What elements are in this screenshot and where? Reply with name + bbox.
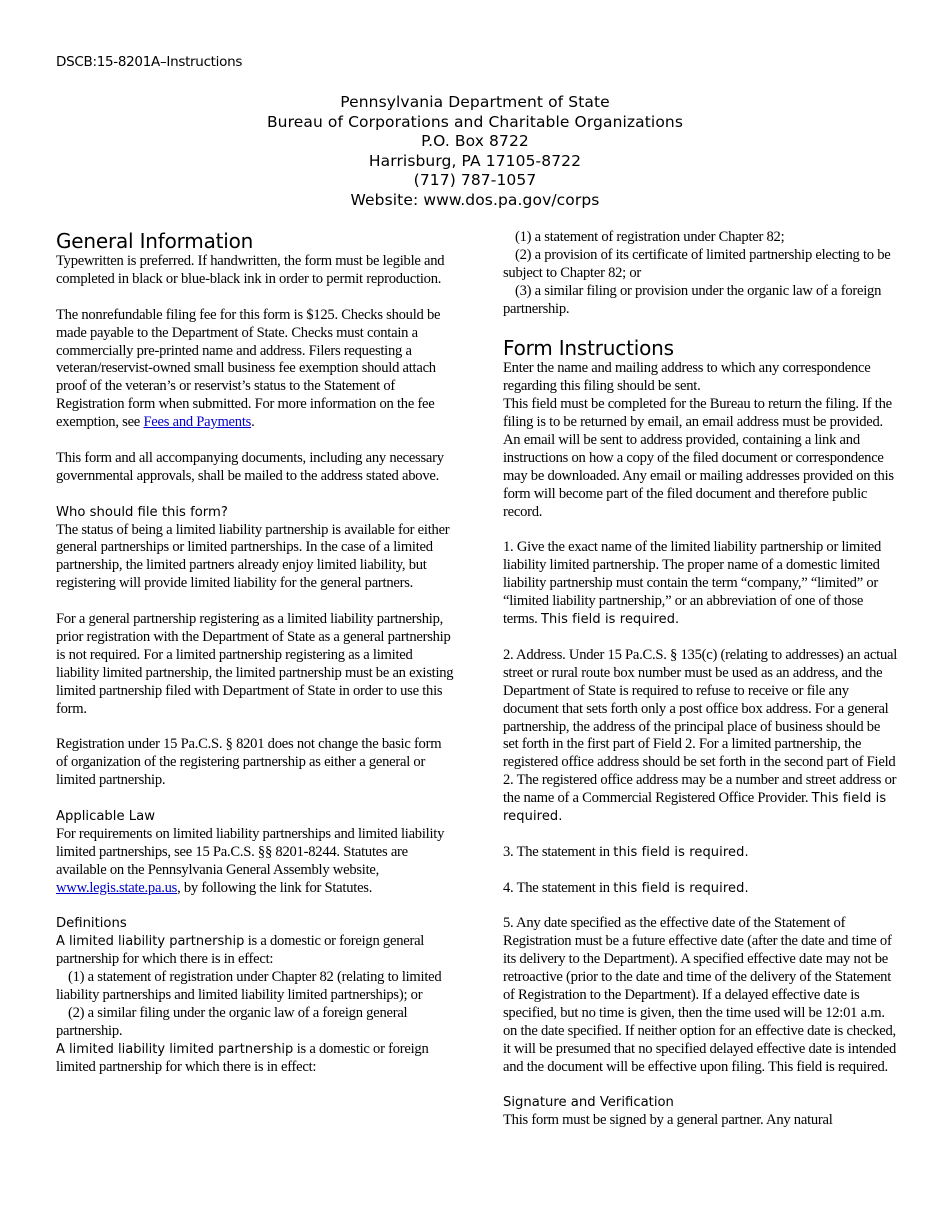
item1-text: 1. Give the exact name of the limited liability partnership or limited liability limited partnership. The proper name of a domestic limited liability partnership must contain the term “company,” “limited” or “limited liability partnership,” or an abbreviation of one of those terms.: [503, 539, 882, 628]
signature-heading: Signature and Verification: [503, 1095, 674, 1111]
legis-website-link[interactable]: www.legis.state.pa.us: [56, 879, 178, 896]
lllp-definition: [56, 1041, 456, 1077]
general-p2: [56, 307, 456, 432]
llp-item-1: (1) a statement of registration under Chapter 82 (relating to limited liability partnerships and limited liability limited partnerships); or: [56, 969, 442, 1004]
llp-definition-text: is a domestic or foreign general partnership for which there is in effect:: [56, 933, 425, 968]
instructions-p2: This field must be completed for the Bureau to return the filing. If the filing is to be returned by email, an email address must be provided. An email will be sent to address provided, containing a link and instructions on how a copy of the filed document or correspondence may be downloaded. Any email or mailing addresses provided on this form will become part of the filed document and therefore public record.: [503, 396, 894, 520]
who-p2: For a general partnership registering as a limited liability partnership, prior registration with the Department of State as a general partnership is not required. For a limited partnership registering as a limited liability limited partnership, the limited partnership must be an existing limited partnership filed with Department of State in order to use this form.: [56, 611, 454, 717]
lllp-definition-text: is a domestic or foreign limited partnership for which there is in effect:: [56, 1040, 429, 1075]
header-phone: (717) 787-1057: [413, 171, 537, 190]
item3-required: this field is required.: [613, 844, 749, 860]
law-text-end: , by following the link for Statutes.: [177, 879, 373, 896]
header-po-box: P.O. Box 8722: [421, 132, 529, 151]
header-city: Harrisburg, PA 17105-8722: [368, 151, 582, 170]
header-website: Website: www.dos.pa.gov/corps: [350, 190, 600, 209]
definitions-heading: Definitions: [56, 916, 127, 932]
item2-required: This field is required.: [503, 791, 887, 825]
applicable-law-text: [56, 826, 456, 898]
who-p1: The status of being a limited liability partnership is available for either general partnerships or limited partnerships. In the case of a limited partnership, the limited partners already enjoy limited liability, but registering will provide limited liability for the general partners.: [56, 521, 450, 592]
lllp-item-2: (2) a provision of its certificate of limited partnership electing to be subject to Chapter 82; or: [503, 246, 891, 281]
header-bureau: Bureau of Corporations and Charitable Organizations: [266, 112, 684, 131]
llp-term: A limited liability partnership: [56, 934, 245, 950]
general-p1: Typewritten is preferred. If handwritten, the form must be legible and completed in black or blue-black ink in order to permit reproduction.: [56, 253, 445, 287]
instructions-p1: Enter the name and mailing address to which any correspondence regarding this filing should be sent.: [503, 360, 871, 395]
who-p3: Registration under 15 Pa.C.S. § 8201 does not change the basic form of organization of the registering partnership as either a general or limited partnership.: [56, 736, 442, 789]
lllp-term: A limited liability limited partnership: [56, 1041, 294, 1057]
signature-text: This form must be signed by a general partner. Any natural: [503, 1112, 833, 1129]
llp-definition: [56, 933, 456, 969]
applicable-law-heading: Applicable Law: [56, 809, 155, 824]
item3-text: 3. The statement in: [503, 843, 614, 860]
who-should-file-heading: Who should file this form?: [56, 504, 228, 520]
fees-and-payments-link[interactable]: Fees and Payments: [143, 414, 252, 431]
lllp-item-1: (1) a statement of registration under Chapter 82;: [515, 229, 785, 245]
general-p3: This form and all accompanying documents, including any necessary governmental approvals, shall be mailed to the address stated above.: [56, 449, 444, 484]
header-department: Pennsylvania Department of State: [340, 93, 610, 111]
item4-required: this field is required.: [613, 880, 749, 896]
lllp-item-3: (3) a similar filing or provision under the organic law of a foreign partnership.: [503, 282, 882, 317]
fee-text-end: .: [251, 414, 255, 431]
instruction-item-4: [503, 880, 898, 898]
item4-text: 4. The statement in: [503, 879, 614, 896]
item1-required: This field is required.: [540, 612, 680, 628]
item2-text: 2. Address. Under 15 Pa.C.S. § 135(c) (relating to addresses) an actual street or rural route box number must be used as an address, and the Department of State is required to refuse to receive or file any document that sets forth only a post office box address. For a general partnership, the address of the principal place of business should be set forth in the first part of Field 2. For a limited partnership, the registered office address should be set forth in the second part of Field 2. The registered office address may be a number and street address or the name of a Commercial Registered Office Provider.: [503, 646, 898, 807]
agency-header: [0, 93, 950, 211]
fee-text: The nonrefundable filing fee for this form is $125. Checks should be made payable to the Department of State. Checks must contain a commercially pre-printed name and address. Filers requesting a veteran/reservist-owned small business fee exemption should attach proof of the veteran’s or reservist’s status to the Statement of Registration form when submitted. For more information on the fee exemption, see: [56, 306, 441, 431]
instruction-item-2: [503, 647, 898, 826]
law-text: For requirements on limited liability partnerships and limited liability limited partnerships, see 15 Pa.C.S. §§ 8201-8244. Statutes are available on the Pennsylvania General Assembly website,: [56, 825, 445, 878]
left-column: [56, 229, 456, 1077]
general-information-heading: General Information: [56, 229, 254, 253]
instruction-item-5: 5. Any date specified as the effective date of the Statement of Registration must be a future effective date (after the date and time of its delivery to the Department). A specified effective date may not be retroactive (prior to the date and time of the delivery of the Statement of Registration to the Department). If a delayed effective date is specified, but no time is given, then the time used will be 12:01 a.m. on the date specified. If neither option for an effective date is checked, it will be presumed that no specified delayed effective date is intended and the document will be effective upon filing. This field is required.: [503, 915, 897, 1075]
instruction-item-1: [503, 539, 898, 629]
form-instructions-heading: Form Instructions: [503, 336, 674, 361]
form-id: DSCB:15-8201A–Instructions: [56, 54, 243, 70]
instruction-item-3: [503, 844, 898, 862]
right-column: [503, 229, 898, 1130]
llp-item-2: (2) a similar filing under the organic law of a foreign general partnership.: [56, 1004, 408, 1039]
